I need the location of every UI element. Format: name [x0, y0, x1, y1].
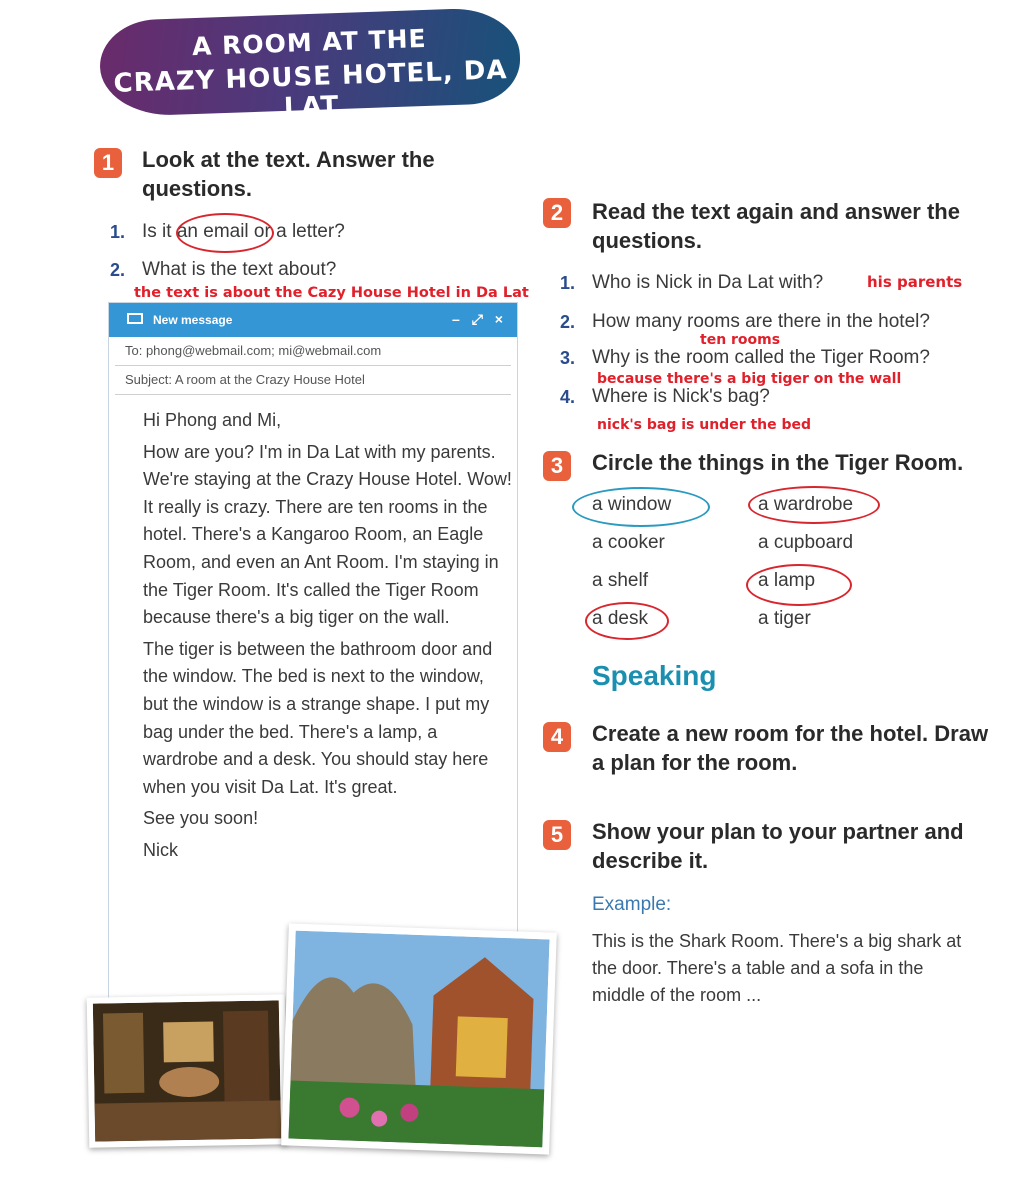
- email-signoff: See you soon!: [143, 808, 259, 829]
- exercise-4-badge: 4: [543, 722, 571, 752]
- ex2-q3-number: 3.: [560, 348, 576, 368]
- item-wardrobe: a wardrobe: [758, 494, 854, 515]
- ex2-answer-1: his parents: [867, 273, 963, 291]
- ex1-q1-number: 1.: [110, 222, 126, 242]
- ex2-q2-number: 2.: [560, 312, 576, 332]
- exercise-2-badge: 2: [543, 198, 571, 228]
- ex1-q1-text: Is it an email or a letter?: [142, 221, 345, 242]
- email-title-bar: [109, 303, 517, 337]
- crazy-house-image: [288, 931, 549, 1148]
- window-controls[interactable]: – ⤢ ×: [452, 311, 507, 327]
- item-cooker: a cooker: [592, 532, 665, 553]
- email-greeting: Hi Phong and Mi,: [143, 410, 282, 430]
- item-lamp: a lamp: [758, 570, 816, 591]
- ex2-q3-text: Why is the room called the Tiger Room?: [592, 347, 930, 368]
- ex1-q2-text: What is the text about?: [142, 259, 337, 280]
- item-cupboard: a cupboard: [758, 532, 854, 553]
- photo-crazy-house-exterior: [281, 923, 557, 1154]
- circle-mark-window: [572, 487, 710, 527]
- example-text: This is the Shark Room. There's a big shark at the door. There's a table and a sofa in the middle of the room ...: [592, 931, 962, 1005]
- email-subject: Subject: A room at the Crazy House Hotel: [115, 366, 511, 395]
- photo-room-interior: [87, 994, 288, 1147]
- circle-mark-lamp: [746, 564, 852, 606]
- circle-mark-wardrobe: [748, 486, 880, 524]
- ex2-q4-number: 4.: [560, 387, 576, 407]
- item-shelf: a shelf: [592, 570, 648, 591]
- title-line-1: A ROOM AT THE: [191, 23, 428, 62]
- circle-mark-email: [176, 213, 274, 253]
- exercise-1-heading: Look at the text. Answer the questions.: [142, 147, 435, 201]
- circle-mark-desk: [585, 602, 669, 640]
- email-to: To: phong@webmail.com; mi@webmail.com: [115, 337, 511, 366]
- item-desk: a desk: [592, 608, 648, 629]
- exercise-2-heading: Read the text again and answer the questions.: [592, 199, 960, 253]
- ex2-q1-text: Who is Nick in Da Lat with?: [592, 272, 824, 293]
- email-paragraph-2: The tiger is between the bathroom door and the window. The bed is next to the window, but the window is a strange shape. I put my bag under the bed. There's a lamp, a wardrobe and a desk. You should stay here when you visit Da Lat. It's great.: [143, 638, 493, 797]
- ex1-q2-number: 2.: [110, 260, 126, 280]
- example-label: Example:: [592, 894, 672, 915]
- speaking-heading: Speaking: [592, 660, 717, 691]
- ex2-q1-number: 1.: [560, 273, 576, 293]
- exercise-3-heading: Circle the things in the Tiger Room.: [592, 450, 964, 475]
- item-window: a window: [592, 494, 672, 515]
- email-body: [143, 407, 513, 869]
- ex2-answer-3: because there's a big tiger on the wall: [597, 371, 902, 387]
- email-paragraph-1: How are you? I'm in Da Lat with my parents. We're staying at the Crazy House Hotel. Wow! It really is crazy. There are ten rooms in the hotel. There's a Kangaroo Room, an Eagle Room, and even an Ant Room. I'm staying in the Tiger Room. It's called the Tiger Room because there's a big tiger on the wall.: [143, 441, 512, 628]
- ex2-q2-text: How many rooms are there in the hotel?: [592, 311, 930, 332]
- ex1-answer-2: the text is about the Cazy House Hotel in Da Lat: [134, 285, 529, 301]
- exercise-4-heading: Create a new room for the hotel. Draw a plan for the room.: [592, 721, 989, 775]
- exercise-5-heading: Show your plan to your partner and describe it.: [592, 819, 964, 873]
- email-window-title: New message: [153, 313, 233, 327]
- ex2-answer-2: ten rooms: [700, 332, 781, 348]
- email-name: Nick: [143, 839, 178, 860]
- ex2-q4-text: Where is Nick's bag?: [592, 386, 770, 407]
- item-tiger: a tiger: [758, 608, 811, 629]
- ex2-answer-4: nick's bag is under the bed: [597, 417, 812, 433]
- title-banner: [98, 7, 521, 123]
- title-line-2: CRAZY HOUSE HOTEL, DA LAT: [113, 55, 508, 123]
- exercise-3-badge: 3: [543, 451, 571, 481]
- exercise-5-badge: 5: [543, 820, 571, 850]
- envelope-icon: [127, 313, 143, 324]
- room-interior-image: [93, 1000, 281, 1141]
- exercise-1-badge: 1: [94, 148, 122, 178]
